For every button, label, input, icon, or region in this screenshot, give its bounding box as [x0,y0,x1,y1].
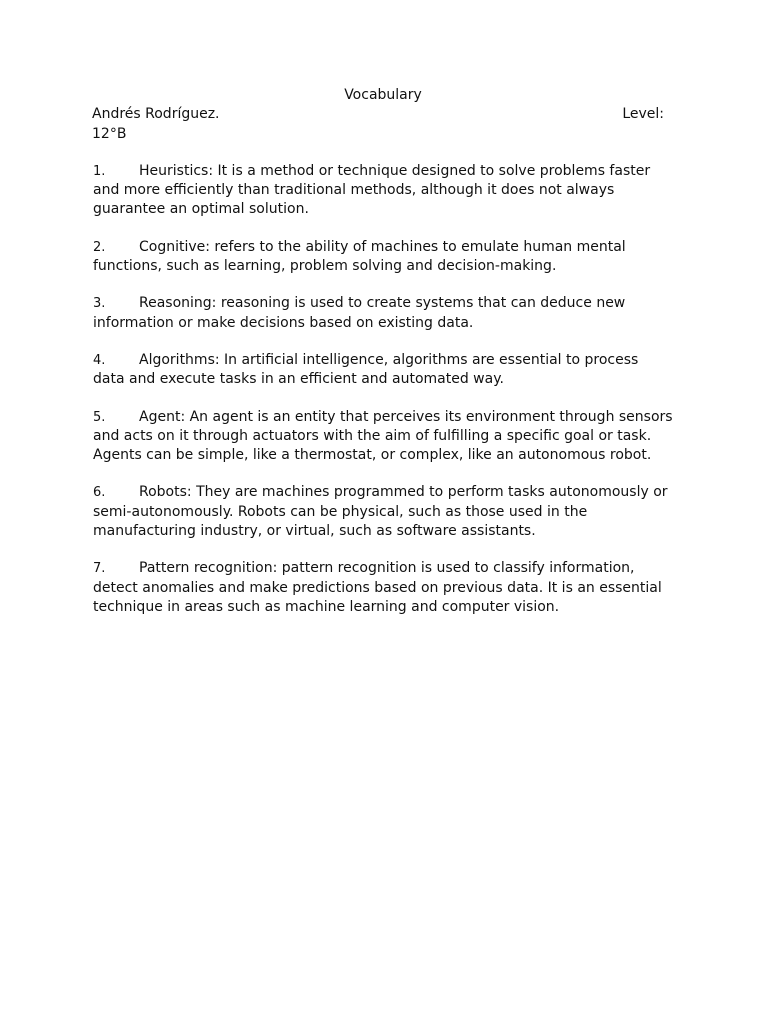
item-text: Heuristics: It is a method or technique designed to solve problems faster and more efficiently than traditional methods, although it does not always guarantee an optimal solution. [93,162,651,218]
vocabulary-item [93,559,674,617]
item-number: 2. [93,239,106,255]
vocabulary-item [93,238,674,277]
item-number: 4. [93,352,106,368]
vocabulary-item [93,294,674,333]
item-number: 5. [93,409,106,425]
vocabulary-item [93,351,674,390]
level-label: Level: [622,106,664,123]
item-number: 1. [93,163,106,179]
vocabulary-item [93,483,674,541]
item-text: Agent: An agent is an entity that perceives its environment through sensors and acts on it through actuators with the aim of fulfilling a specific goal or task. Agents can be simple, like a thermostat, or complex, like an autonomous robot. [93,408,673,464]
item-number: 3. [93,296,106,312]
author-level-row [92,105,664,124]
item-text: Cognitive: refers to the ability of machines to emulate human mental functions, such as learning, problem solving and decision-making. [93,238,626,275]
document-body [92,86,674,635]
author-name: Andrés Rodríguez. [92,106,220,123]
level-value: 12°B [92,125,127,142]
vocabulary-list [92,162,674,617]
item-text: Algorithms: In artificial intelligence, algorithms are essential to process data and execute tasks in an efficient and automated way. [93,351,639,388]
vocabulary-item [93,162,674,220]
item-number: 6. [93,485,106,501]
item-text: Reasoning: reasoning is used to create systems that can deduce new information or make decisions based on existing data. [93,295,626,331]
vocabulary-item [93,408,674,466]
document-title: Vocabulary [344,87,422,103]
item-text: Pattern recognition: pattern recognition is used to classify information, detect anomalies and make predictions based on previous data. It is an essential technique in areas such as machine learning and computer vision. [93,560,662,615]
item-text: Robots: They are machines programmed to perform tasks autonomously or semi-autonomously. Robots can be physical, such as those used in the manufacturing industry, or virtual, such as software assistants. [93,484,668,540]
item-number: 7. [93,561,106,577]
